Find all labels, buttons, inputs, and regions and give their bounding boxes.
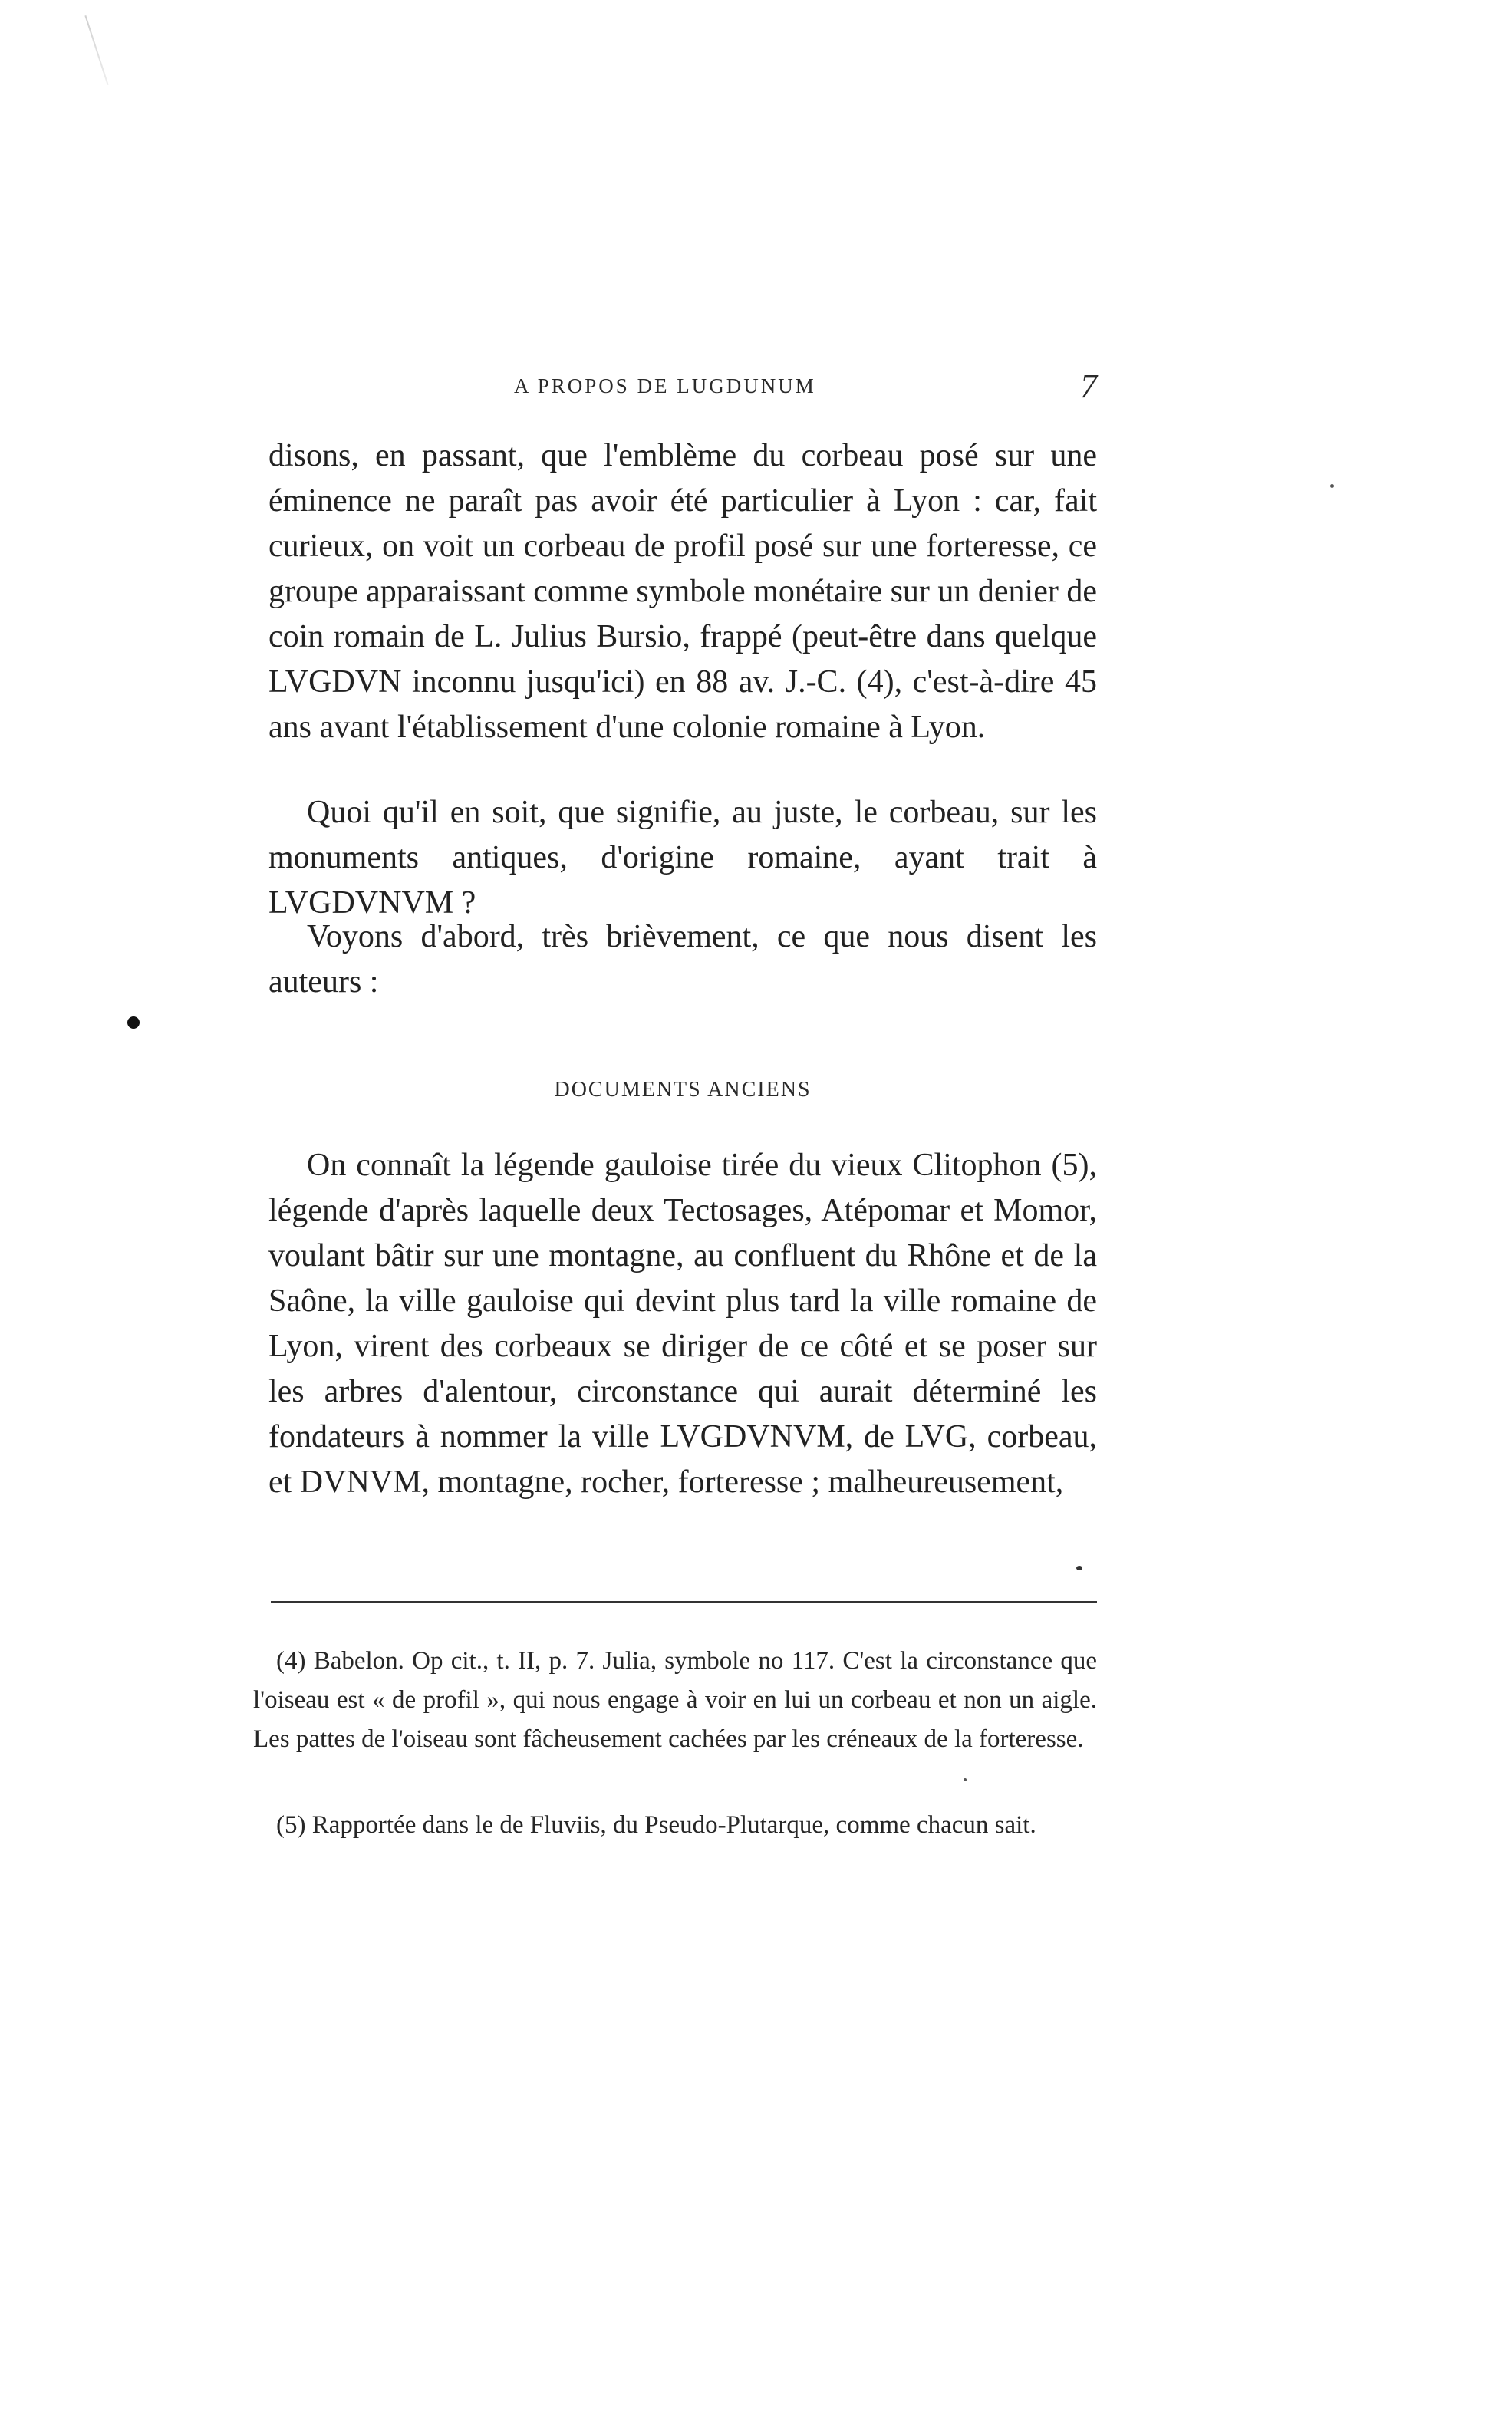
- footnote-5: (5) Rapportée dans le de Fluviis, du Pseudo-Plutarque, comme chacun sait.: [276, 1811, 1036, 1839]
- paragraph-2: Quoi qu'il en soit, que signifie, au juste, le corbeau, sur les monuments antiques, d'origine romaine, ayant trait à LVGDVNVM ?: [268, 795, 1097, 921]
- ink-dot-mark: [127, 1016, 140, 1029]
- page-number: 7: [1080, 367, 1097, 405]
- paragraph-1: disons, en passant, que l'emblème du corbeau posé sur une éminence ne paraît pas avoir été particulier à Lyon : car, fait curieux, on voit un corbeau de profil posé sur une forteresse, ce groupe apparaissant comme symbole monétaire sur un denier de coin romain de L. Julius Bursio, frappé (peut-être dans quelque LVGDVN inconnu jusqu'ici) en 88 av. J.-C. (4), c'est-à-dire 45 ans avant l'établissement d'une colonie romaine à Lyon.: [268, 438, 1097, 745]
- footnote-4: (4) Babelon. Op cit., t. II, p. 7. Julia, symbole no 117. C'est la circonstance que l'oiseau est « de profil », qui nous engage à voir en lui un corbeau et non un aigle. Les pattes de l'oiseau sont fâcheusement cachées par les créneaux de la forteresse.: [253, 1647, 1097, 1753]
- scan-artifact: [84, 15, 108, 85]
- ink-speck-mark: [1330, 484, 1334, 488]
- paragraph-3: Voyons d'abord, très brièvement, ce que nous disent les auteurs :: [268, 919, 1097, 1000]
- ink-speck-mark: [964, 1778, 967, 1781]
- section-heading: DOCUMENTS ANCIENS: [554, 1078, 812, 1102]
- ink-speck-mark: [1076, 1566, 1082, 1570]
- running-title: A PROPOS DE LUGDUNUM: [514, 374, 816, 397]
- footnote-rule: [271, 1601, 1097, 1603]
- running-head: [268, 367, 1097, 413]
- paragraph-4: On connaît la légende gauloise tirée du vieux Clitophon (5), légende d'après laquelle deux Tectosages, Atépomar et Momor, voulant bâtir sur une montagne, au confluent du Rhône et de la Saône, la ville gauloise qui devint plus tard la ville romaine de Lyon, virent des corbeaux se diriger de ce côté et se poser sur les arbres d'alentour, circonstance qui aurait déterminé les fondateurs à nommer la ville LVGDVNVM, de LVG, corbeau, et DVNVM, montagne, rocher, forteresse ; malheureusement,: [268, 1148, 1097, 1500]
